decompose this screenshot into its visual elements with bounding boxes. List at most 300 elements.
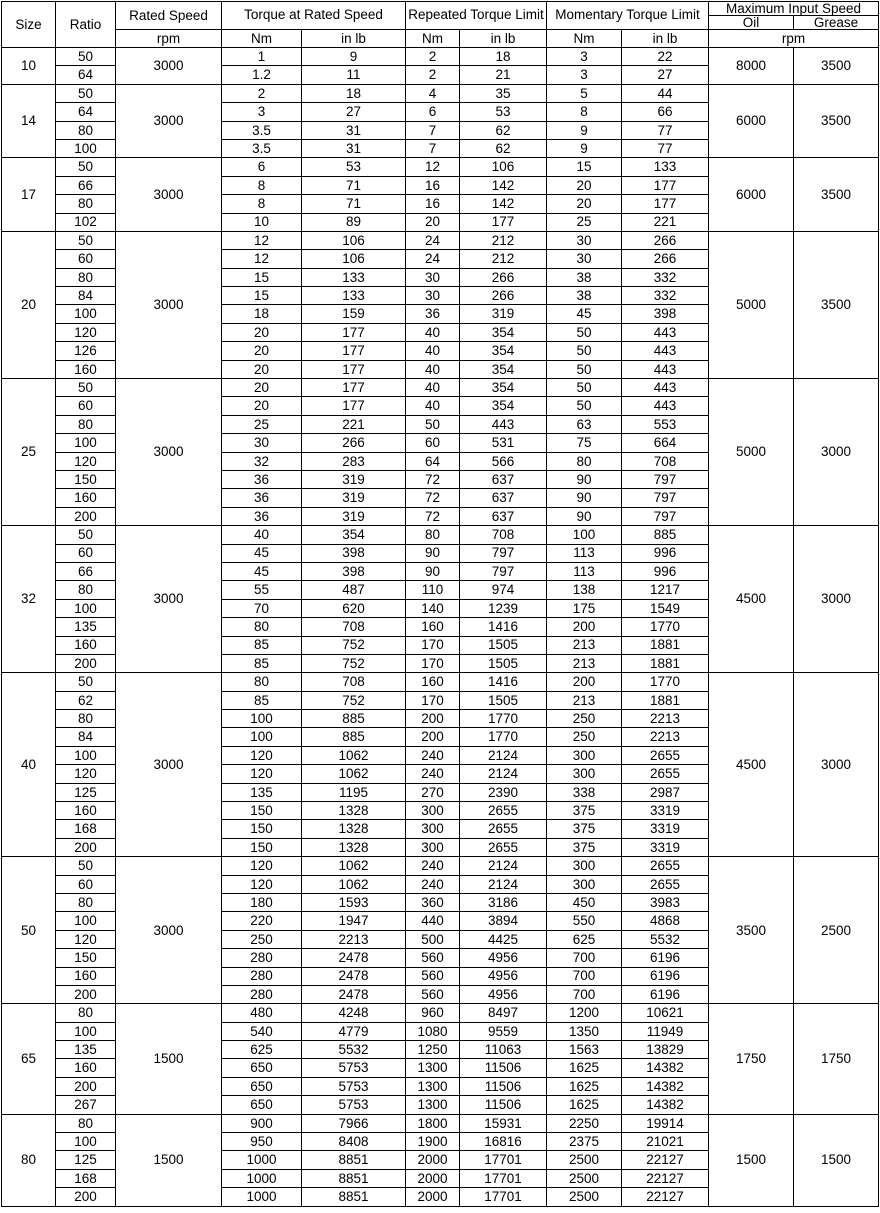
table-row: [2, 1114, 879, 1132]
cell-torque-inlb: 5753: [302, 1077, 406, 1095]
cell-repeated-nm: 90: [406, 544, 460, 562]
cell-grease-speed: 1500: [794, 1114, 879, 1206]
cell-momentary-nm: 50: [547, 323, 622, 341]
cell-ratio: 160: [56, 967, 116, 985]
cell-repeated-nm: 30: [406, 268, 460, 286]
cell-momentary-nm: 100: [547, 526, 622, 544]
cell-momentary-nm: 300: [547, 857, 622, 875]
cell-repeated-nm: 60: [406, 434, 460, 452]
cell-torque-inlb: 53: [302, 158, 406, 176]
cell-torque-nm: 950: [222, 1133, 302, 1151]
cell-torque-inlb: 11: [302, 66, 406, 84]
cell-ratio: 50: [56, 48, 116, 66]
cell-torque-inlb: 885: [302, 710, 406, 728]
table-row: [2, 84, 879, 102]
cell-momentary-nm: 3: [547, 66, 622, 84]
cell-momentary-nm: 338: [547, 783, 622, 801]
cell-momentary-inlb: 27: [622, 66, 709, 84]
cell-momentary-nm: 90: [547, 507, 622, 525]
cell-momentary-nm: 375: [547, 802, 622, 820]
cell-repeated-inlb: 177: [460, 213, 547, 231]
cell-torque-inlb: 9: [302, 48, 406, 66]
cell-momentary-inlb: 1770: [622, 618, 709, 636]
cell-rated-speed: 3000: [116, 673, 222, 857]
cell-torque-nm: 36: [222, 470, 302, 488]
cell-momentary-inlb: 2655: [622, 857, 709, 875]
cell-repeated-nm: 40: [406, 323, 460, 341]
cell-torque-inlb: 4779: [302, 1022, 406, 1040]
cell-momentary-nm: 50: [547, 360, 622, 378]
cell-torque-inlb: 1328: [302, 802, 406, 820]
cell-momentary-inlb: 77: [622, 121, 709, 139]
cell-momentary-nm: 80: [547, 452, 622, 470]
cell-torque-inlb: 266: [302, 434, 406, 452]
cell-oil-speed: 4500: [709, 673, 794, 857]
cell-torque-nm: 150: [222, 820, 302, 838]
cell-momentary-nm: 90: [547, 489, 622, 507]
cell-repeated-nm: 2000: [406, 1169, 460, 1187]
cell-momentary-inlb: 66: [622, 103, 709, 121]
cell-ratio: 84: [56, 728, 116, 746]
cell-momentary-inlb: 4868: [622, 912, 709, 930]
cell-torque-nm: 625: [222, 1041, 302, 1059]
cell-torque-inlb: 752: [302, 691, 406, 709]
cell-repeated-inlb: 3894: [460, 912, 547, 930]
cell-momentary-nm: 20: [547, 195, 622, 213]
cell-torque-nm: 1000: [222, 1151, 302, 1169]
cell-momentary-inlb: 14382: [622, 1096, 709, 1114]
cell-momentary-inlb: 996: [622, 544, 709, 562]
unit-repeated-inlb: in lb: [460, 30, 547, 48]
cell-momentary-nm: 2500: [547, 1188, 622, 1206]
cell-torque-nm: 900: [222, 1114, 302, 1132]
cell-ratio: 80: [56, 1004, 116, 1022]
cell-momentary-inlb: 22127: [622, 1151, 709, 1169]
cell-torque-inlb: 2213: [302, 930, 406, 948]
cell-ratio: 50: [56, 84, 116, 102]
cell-torque-inlb: 31: [302, 139, 406, 157]
cell-repeated-inlb: 11506: [460, 1096, 547, 1114]
cell-size: 20: [2, 231, 56, 378]
cell-torque-nm: 135: [222, 783, 302, 801]
cell-repeated-inlb: 443: [460, 415, 547, 433]
cell-repeated-nm: 240: [406, 857, 460, 875]
cell-repeated-nm: 240: [406, 875, 460, 893]
cell-torque-nm: 650: [222, 1077, 302, 1095]
cell-torque-inlb: 752: [302, 636, 406, 654]
cell-torque-nm: 8: [222, 195, 302, 213]
cell-oil-speed: 4500: [709, 526, 794, 673]
cell-momentary-inlb: 22: [622, 48, 709, 66]
cell-momentary-inlb: 1217: [622, 581, 709, 599]
cell-repeated-inlb: 1239: [460, 599, 547, 617]
cell-momentary-inlb: 797: [622, 507, 709, 525]
cell-ratio: 50: [56, 231, 116, 249]
cell-oil-speed: 6000: [709, 84, 794, 158]
cell-torque-nm: 100: [222, 728, 302, 746]
unit-repeated-nm: Nm: [406, 30, 460, 48]
cell-repeated-nm: 50: [406, 415, 460, 433]
cell-momentary-inlb: 133: [622, 158, 709, 176]
cell-repeated-inlb: 1770: [460, 728, 547, 746]
header-size: Size: [2, 2, 56, 48]
cell-momentary-inlb: 443: [622, 342, 709, 360]
cell-ratio: 50: [56, 158, 116, 176]
cell-torque-nm: 20: [222, 360, 302, 378]
cell-torque-nm: 150: [222, 802, 302, 820]
cell-repeated-nm: 7: [406, 139, 460, 157]
cell-size: 17: [2, 158, 56, 232]
cell-momentary-inlb: 177: [622, 176, 709, 194]
cell-torque-nm: 36: [222, 489, 302, 507]
cell-torque-nm: 100: [222, 710, 302, 728]
unit-torque-nm: Nm: [222, 30, 302, 48]
cell-repeated-inlb: 566: [460, 452, 547, 470]
torque-spec-table: [1, 1, 879, 1207]
cell-torque-inlb: 5753: [302, 1059, 406, 1077]
cell-torque-nm: 480: [222, 1004, 302, 1022]
cell-torque-inlb: 620: [302, 599, 406, 617]
cell-torque-inlb: 752: [302, 654, 406, 672]
cell-torque-inlb: 5532: [302, 1041, 406, 1059]
cell-torque-inlb: 319: [302, 489, 406, 507]
cell-repeated-inlb: 2655: [460, 838, 547, 856]
cell-repeated-nm: 300: [406, 820, 460, 838]
cell-momentary-inlb: 332: [622, 287, 709, 305]
cell-ratio: 80: [56, 710, 116, 728]
cell-torque-inlb: 8851: [302, 1169, 406, 1187]
cell-ratio: 80: [56, 121, 116, 139]
cell-repeated-inlb: 4425: [460, 930, 547, 948]
header-max-input-speed: Maximum Input Speed: [709, 2, 878, 16]
cell-ratio: 60: [56, 544, 116, 562]
cell-torque-inlb: 177: [302, 323, 406, 341]
cell-ratio: 66: [56, 176, 116, 194]
cell-ratio: 125: [56, 1151, 116, 1169]
header-oil: Oil: [709, 16, 794, 29]
cell-momentary-nm: 550: [547, 912, 622, 930]
cell-momentary-nm: 138: [547, 581, 622, 599]
cell-momentary-inlb: 5532: [622, 930, 709, 948]
cell-torque-inlb: 2478: [302, 949, 406, 967]
cell-repeated-nm: 170: [406, 654, 460, 672]
cell-torque-inlb: 177: [302, 397, 406, 415]
cell-ratio: 168: [56, 820, 116, 838]
cell-torque-nm: 20: [222, 323, 302, 341]
cell-repeated-inlb: 266: [460, 268, 547, 286]
cell-momentary-inlb: 6196: [622, 985, 709, 1003]
cell-oil-speed: 6000: [709, 158, 794, 232]
cell-repeated-inlb: 35: [460, 84, 547, 102]
cell-repeated-nm: 2000: [406, 1188, 460, 1206]
cell-momentary-inlb: 22127: [622, 1188, 709, 1206]
cell-repeated-inlb: 319: [460, 305, 547, 323]
cell-momentary-nm: 9: [547, 139, 622, 157]
cell-repeated-inlb: 2390: [460, 783, 547, 801]
cell-repeated-nm: 24: [406, 231, 460, 249]
cell-ratio: 135: [56, 618, 116, 636]
cell-torque-inlb: 708: [302, 618, 406, 636]
cell-momentary-inlb: 44: [622, 84, 709, 102]
cell-momentary-nm: 15: [547, 158, 622, 176]
cell-repeated-inlb: 1505: [460, 636, 547, 654]
cell-ratio: 60: [56, 397, 116, 415]
cell-repeated-nm: 1300: [406, 1059, 460, 1077]
cell-momentary-nm: 300: [547, 746, 622, 764]
cell-momentary-inlb: 77: [622, 139, 709, 157]
cell-ratio: 62: [56, 691, 116, 709]
cell-repeated-nm: 2: [406, 48, 460, 66]
unit-torque-inlb: in lb: [302, 30, 406, 48]
cell-momentary-inlb: 6196: [622, 949, 709, 967]
cell-torque-nm: 12: [222, 231, 302, 249]
cell-torque-inlb: 2478: [302, 985, 406, 1003]
cell-repeated-nm: 16: [406, 176, 460, 194]
cell-torque-nm: 85: [222, 691, 302, 709]
cell-repeated-inlb: 1505: [460, 654, 547, 672]
cell-momentary-nm: 75: [547, 434, 622, 452]
cell-repeated-inlb: 21: [460, 66, 547, 84]
cell-torque-nm: 1000: [222, 1188, 302, 1206]
cell-momentary-nm: 175: [547, 599, 622, 617]
cell-momentary-inlb: 1881: [622, 691, 709, 709]
cell-repeated-nm: 560: [406, 949, 460, 967]
cell-oil-speed: 1500: [709, 1114, 794, 1206]
cell-torque-inlb: 1328: [302, 838, 406, 856]
cell-ratio: 64: [56, 66, 116, 84]
cell-torque-inlb: 177: [302, 342, 406, 360]
cell-momentary-nm: 8: [547, 103, 622, 121]
cell-repeated-nm: 16: [406, 195, 460, 213]
cell-ratio: 102: [56, 213, 116, 231]
cell-oil-speed: 8000: [709, 48, 794, 85]
cell-torque-nm: 280: [222, 949, 302, 967]
cell-grease-speed: 3500: [794, 84, 879, 158]
cell-rated-speed: 3000: [116, 48, 222, 85]
cell-repeated-inlb: 2124: [460, 746, 547, 764]
cell-repeated-nm: 170: [406, 691, 460, 709]
cell-momentary-nm: 38: [547, 287, 622, 305]
cell-momentary-nm: 50: [547, 379, 622, 397]
cell-repeated-nm: 110: [406, 581, 460, 599]
table-row: [2, 1004, 879, 1022]
cell-rated-speed: 1500: [116, 1004, 222, 1114]
cell-ratio: 100: [56, 746, 116, 764]
cell-repeated-inlb: 2124: [460, 875, 547, 893]
cell-ratio: 150: [56, 470, 116, 488]
cell-repeated-inlb: 9559: [460, 1022, 547, 1040]
cell-torque-inlb: 8851: [302, 1188, 406, 1206]
header-torque-rated-speed: Torque at Rated Speed: [222, 2, 406, 30]
cell-repeated-inlb: 1770: [460, 710, 547, 728]
cell-repeated-inlb: 974: [460, 581, 547, 599]
cell-torque-inlb: 89: [302, 213, 406, 231]
cell-oil-speed: 5000: [709, 231, 794, 378]
cell-repeated-inlb: 8497: [460, 1004, 547, 1022]
cell-momentary-inlb: 221: [622, 213, 709, 231]
cell-momentary-nm: 2500: [547, 1169, 622, 1187]
cell-repeated-nm: 2: [406, 66, 460, 84]
cell-ratio: 80: [56, 195, 116, 213]
cell-oil-speed: 1750: [709, 1004, 794, 1114]
table-row: [2, 857, 879, 875]
cell-repeated-inlb: 3186: [460, 893, 547, 911]
cell-repeated-nm: 140: [406, 599, 460, 617]
cell-repeated-inlb: 17701: [460, 1169, 547, 1187]
cell-repeated-nm: 40: [406, 379, 460, 397]
cell-repeated-inlb: 17701: [460, 1188, 547, 1206]
cell-ratio: 100: [56, 139, 116, 157]
unit-momentary-inlb: in lb: [622, 30, 709, 48]
cell-ratio: 100: [56, 434, 116, 452]
cell-torque-inlb: 398: [302, 562, 406, 580]
cell-torque-nm: 18: [222, 305, 302, 323]
cell-torque-nm: 36: [222, 507, 302, 525]
cell-ratio: 267: [56, 1096, 116, 1114]
cell-repeated-inlb: 637: [460, 489, 547, 507]
cell-torque-nm: 80: [222, 618, 302, 636]
cell-momentary-nm: 200: [547, 618, 622, 636]
cell-repeated-nm: 300: [406, 838, 460, 856]
cell-momentary-nm: 2500: [547, 1151, 622, 1169]
cell-momentary-nm: 30: [547, 250, 622, 268]
unit-max-input-rpm: rpm: [709, 30, 879, 48]
header-momentary-torque-limit: Momentary Torque Limit: [547, 2, 709, 30]
cell-repeated-inlb: 4956: [460, 985, 547, 1003]
cell-momentary-nm: 1350: [547, 1022, 622, 1040]
cell-momentary-inlb: 443: [622, 360, 709, 378]
cell-grease-speed: 1750: [794, 1004, 879, 1114]
cell-torque-nm: 45: [222, 544, 302, 562]
cell-repeated-nm: 1800: [406, 1114, 460, 1132]
cell-torque-inlb: 71: [302, 195, 406, 213]
cell-repeated-nm: 40: [406, 342, 460, 360]
cell-torque-nm: 55: [222, 581, 302, 599]
cell-momentary-nm: 213: [547, 654, 622, 672]
cell-momentary-nm: 38: [547, 268, 622, 286]
cell-torque-nm: 40: [222, 526, 302, 544]
cell-repeated-inlb: 53: [460, 103, 547, 121]
cell-ratio: 80: [56, 268, 116, 286]
cell-repeated-nm: 40: [406, 397, 460, 415]
cell-repeated-inlb: 637: [460, 507, 547, 525]
cell-momentary-nm: 200: [547, 673, 622, 691]
cell-torque-nm: 1.2: [222, 66, 302, 84]
cell-repeated-nm: 6: [406, 103, 460, 121]
cell-repeated-nm: 960: [406, 1004, 460, 1022]
cell-momentary-nm: 300: [547, 875, 622, 893]
cell-ratio: 160: [56, 489, 116, 507]
cell-ratio: 150: [56, 949, 116, 967]
unit-momentary-nm: Nm: [547, 30, 622, 48]
table-row: [2, 231, 879, 249]
cell-momentary-inlb: 664: [622, 434, 709, 452]
cell-torque-nm: 2: [222, 84, 302, 102]
cell-momentary-nm: 700: [547, 949, 622, 967]
cell-ratio: 168: [56, 1169, 116, 1187]
cell-repeated-inlb: 531: [460, 434, 547, 452]
cell-repeated-nm: 72: [406, 489, 460, 507]
cell-repeated-nm: 72: [406, 507, 460, 525]
cell-torque-nm: 3: [222, 103, 302, 121]
cell-momentary-inlb: 3319: [622, 820, 709, 838]
cell-ratio: 200: [56, 838, 116, 856]
cell-repeated-inlb: 212: [460, 250, 547, 268]
cell-repeated-inlb: 4956: [460, 967, 547, 985]
cell-repeated-nm: 560: [406, 967, 460, 985]
cell-torque-nm: 15: [222, 268, 302, 286]
cell-ratio: 80: [56, 415, 116, 433]
cell-repeated-inlb: 2655: [460, 802, 547, 820]
table-row: [2, 158, 879, 176]
cell-torque-inlb: 354: [302, 526, 406, 544]
cell-repeated-nm: 1300: [406, 1096, 460, 1114]
cell-momentary-inlb: 19914: [622, 1114, 709, 1132]
header-ratio: Ratio: [56, 2, 116, 48]
cell-torque-inlb: 4248: [302, 1004, 406, 1022]
cell-torque-nm: 1000: [222, 1169, 302, 1187]
cell-size: 25: [2, 379, 56, 526]
cell-repeated-inlb: 1505: [460, 691, 547, 709]
cell-oil-speed: 3500: [709, 857, 794, 1004]
cell-repeated-nm: 4: [406, 84, 460, 102]
cell-torque-nm: 220: [222, 912, 302, 930]
cell-ratio: 160: [56, 802, 116, 820]
cell-repeated-inlb: 2124: [460, 857, 547, 875]
cell-repeated-nm: 64: [406, 452, 460, 470]
cell-torque-nm: 25: [222, 415, 302, 433]
cell-torque-inlb: 708: [302, 673, 406, 691]
cell-repeated-inlb: 354: [460, 397, 547, 415]
cell-momentary-inlb: 11949: [622, 1022, 709, 1040]
cell-momentary-inlb: 2655: [622, 746, 709, 764]
cell-ratio: 100: [56, 1133, 116, 1151]
cell-torque-inlb: 319: [302, 507, 406, 525]
cell-momentary-inlb: 1549: [622, 599, 709, 617]
cell-ratio: 160: [56, 360, 116, 378]
cell-momentary-inlb: 443: [622, 397, 709, 415]
cell-momentary-inlb: 797: [622, 489, 709, 507]
cell-torque-nm: 45: [222, 562, 302, 580]
cell-momentary-inlb: 14382: [622, 1077, 709, 1095]
cell-torque-inlb: 1593: [302, 893, 406, 911]
cell-torque-nm: 6: [222, 158, 302, 176]
cell-torque-nm: 8: [222, 176, 302, 194]
table-body: [2, 48, 879, 1207]
cell-repeated-inlb: 4956: [460, 949, 547, 967]
cell-torque-nm: 85: [222, 636, 302, 654]
cell-momentary-inlb: 2655: [622, 765, 709, 783]
cell-repeated-nm: 24: [406, 250, 460, 268]
cell-repeated-inlb: 15931: [460, 1114, 547, 1132]
cell-grease-speed: 3500: [794, 158, 879, 232]
cell-grease-speed: 3000: [794, 379, 879, 526]
cell-ratio: 126: [56, 342, 116, 360]
cell-momentary-inlb: 2655: [622, 875, 709, 893]
cell-momentary-nm: 30: [547, 231, 622, 249]
cell-repeated-nm: 500: [406, 930, 460, 948]
cell-repeated-inlb: 62: [460, 121, 547, 139]
cell-repeated-nm: 200: [406, 728, 460, 746]
cell-repeated-inlb: 106: [460, 158, 547, 176]
cell-ratio: 200: [56, 1188, 116, 1206]
cell-torque-inlb: 133: [302, 287, 406, 305]
cell-torque-nm: 85: [222, 654, 302, 672]
cell-repeated-nm: 12: [406, 158, 460, 176]
cell-torque-inlb: 1062: [302, 765, 406, 783]
cell-ratio: 200: [56, 507, 116, 525]
cell-momentary-nm: 2250: [547, 1114, 622, 1132]
